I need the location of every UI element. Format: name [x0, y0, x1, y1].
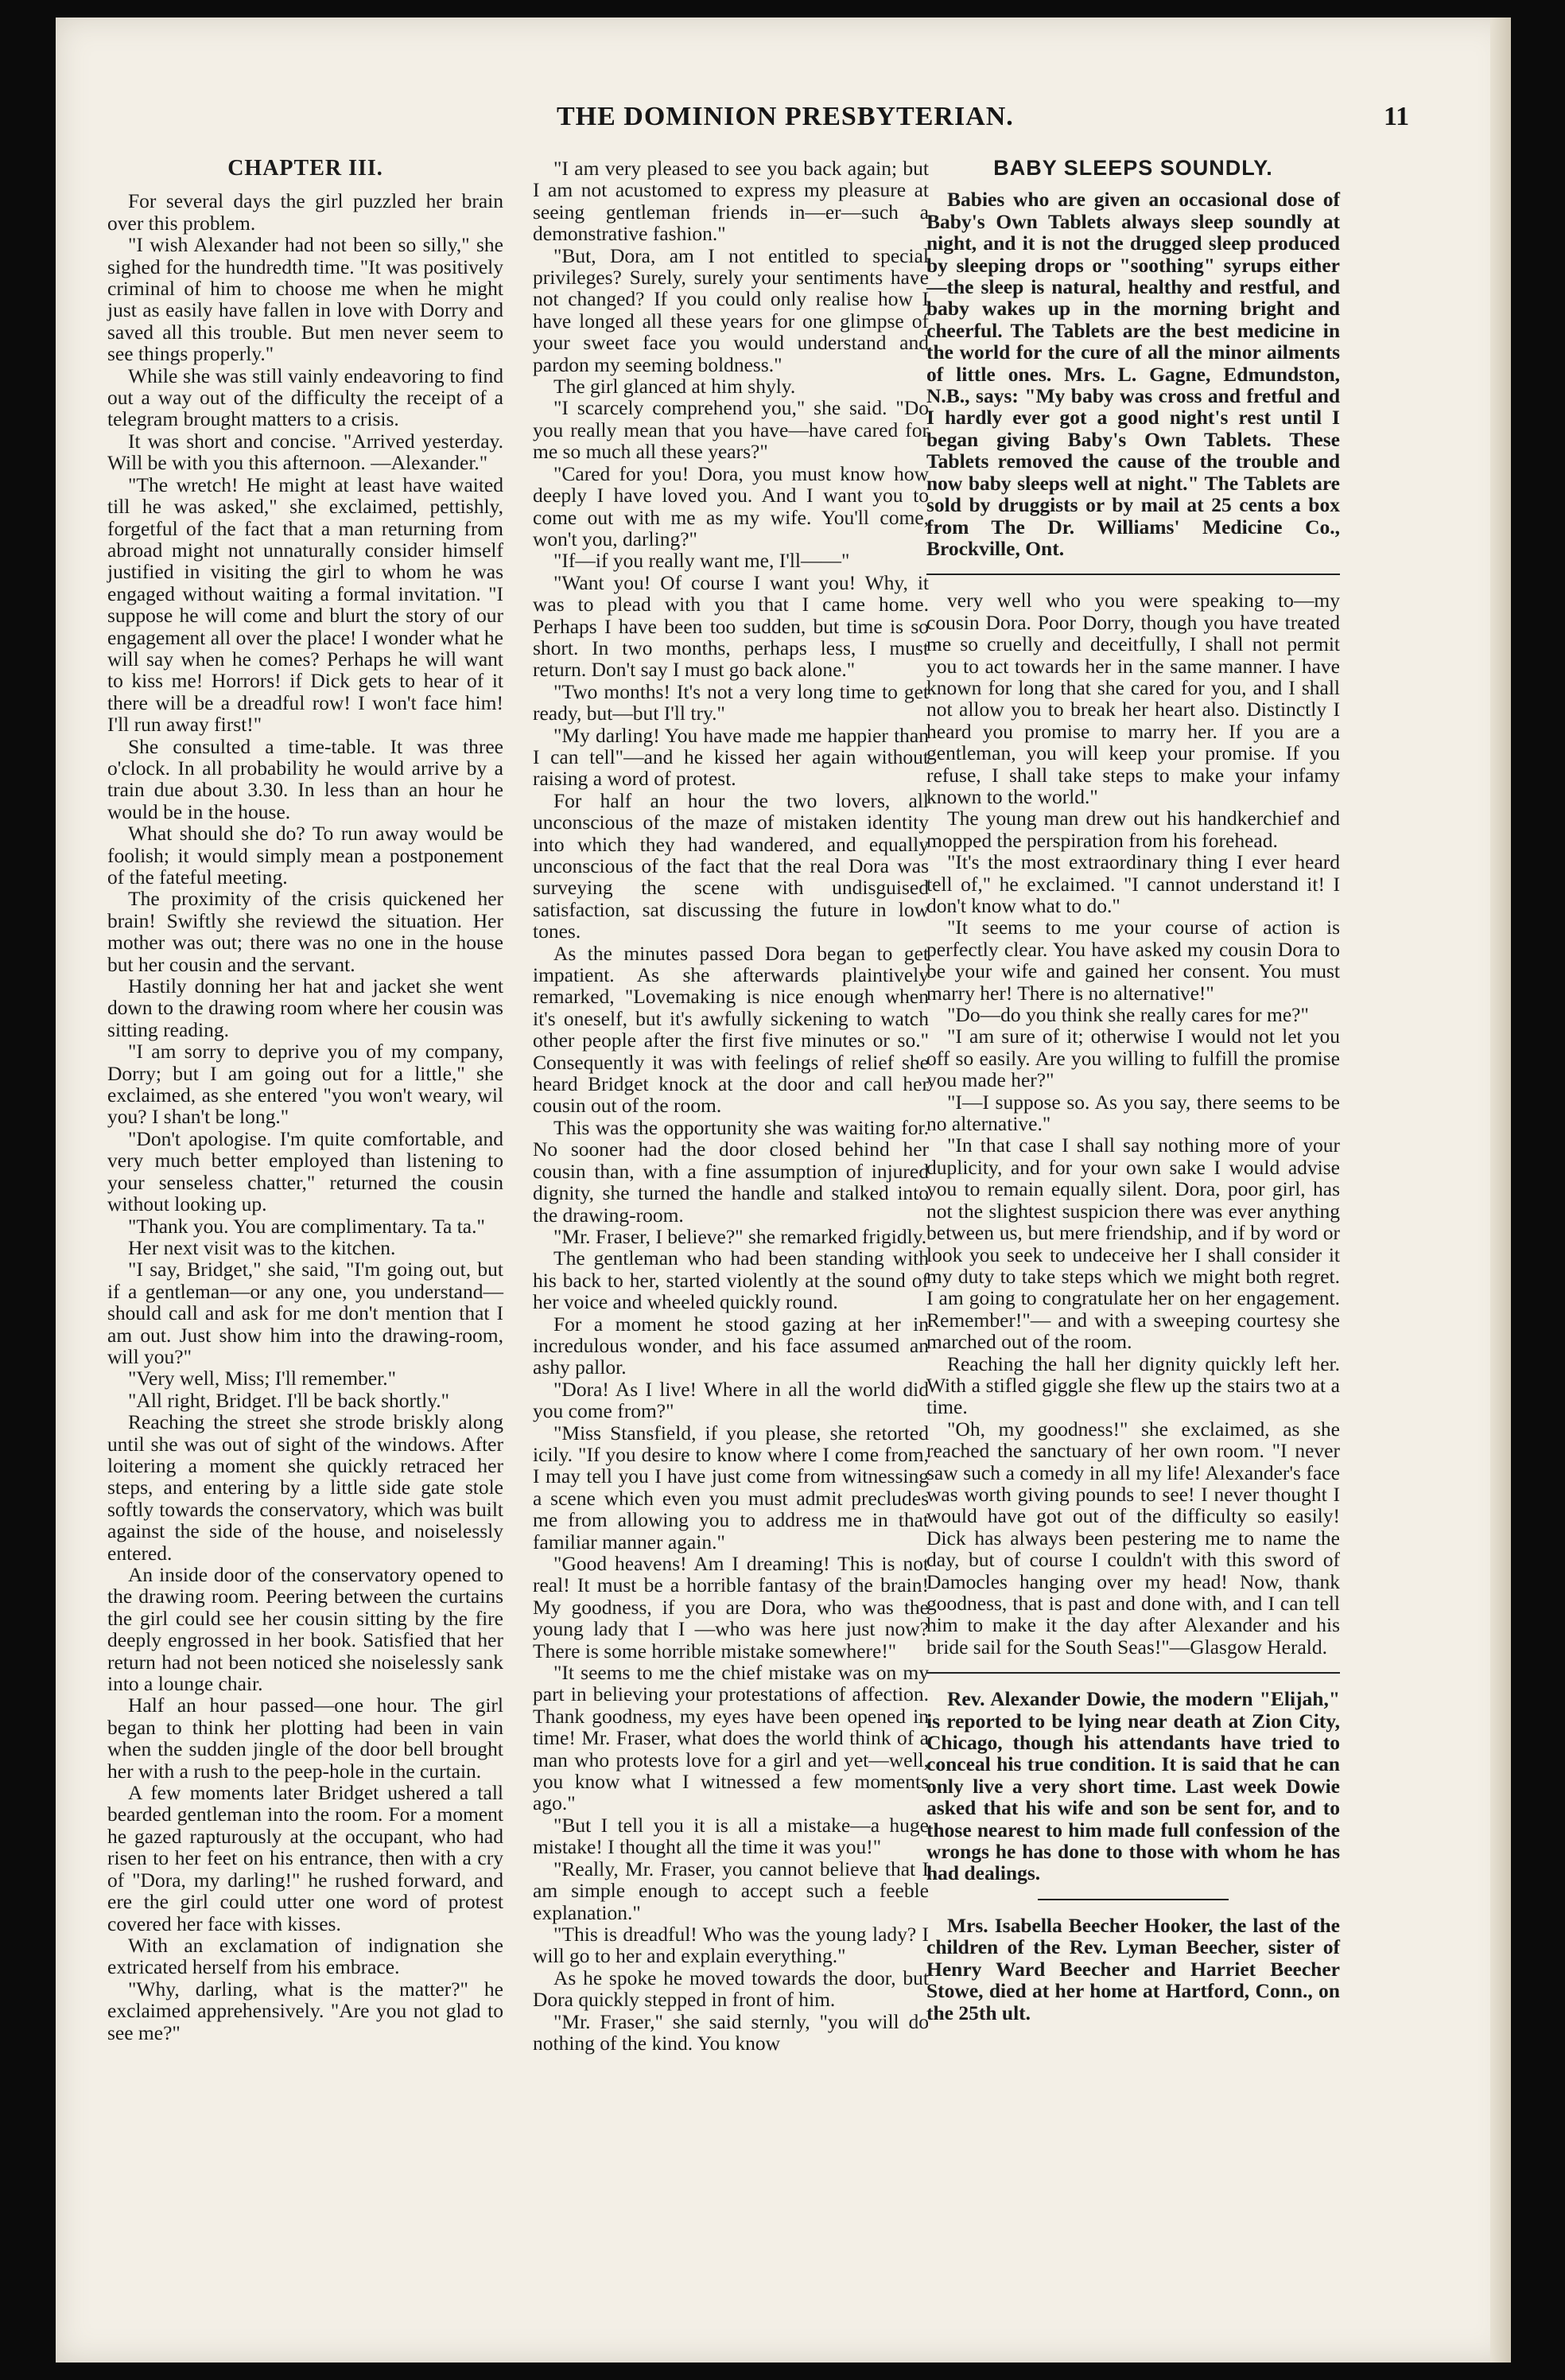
paragraph: "In that case I shall say nothing more of your duplicity, and for your own sake I would advise you to remain equally silent. Dora, poor girl, has not the slightest suspicion there was ever anything between us, but mere friendship, and if by word or look you seek to undeceive her I shall consider it my duty to take steps which we might both regret. I am going to congratulate her on her engagement. Remember!"— and with a sweeping courtesy she marched out of the room.: [926, 1134, 1340, 1354]
paragraph: Rev. Alexander Dowie, the modern "Elijah," is reported to be lying near death at Zion City, Chicago, though his attendants have tried to conceal his true condition. It is said that he can only live a very short time. Last week Dowie asked that his wife and son be sent for, and to those nearest to him made full confession of the wrongs he has done to those with whom he has had dealings.: [926, 1687, 1340, 1885]
paragraph: "I—I suppose so. As you say, there seems to be no alternative.": [926, 1090, 1340, 1136]
paragraph: Reaching the street she strode briskly along until she was out of sight of the windows. After loitering a moment she quickly retraced her steps, and entering by a little side gate stole softly towards the conservatory, which was built against the side of the house, and noiselessly entered.: [107, 1410, 503, 1565]
paragraph: "If—if you really want me, I'll——": [553, 549, 850, 573]
chapter-title: CHAPTER III.: [227, 156, 383, 181]
paragraph: The young man drew out his handkerchief and mopped the perspiration from his forehead.: [926, 807, 1340, 852]
paragraph: "The wretch! He might at least have waited till he was asked," she exclaimed, pettishly, forgetful of the fact that a man returning from abroad might not unnaturally consider himself justified in visiting the girl to whom he was engaged without waiting a formal invitation. "I suppose he will come and blurt the story of our engagement all over the place! I wonder what he will say when he comes? Perhaps he will want to kiss me! Horrors! if Dick gets to hear of it there will be a dreadful row! I won't face him! I'll run away first!": [107, 472, 503, 737]
paragraph: This was the opportunity she was waiting for. No sooner had the door closed behind her cousin than, with a fine assumption of injured dignity, she turned the handle and stalked into the drawing-room.: [533, 1115, 929, 1227]
paragraph: For half an hour the two lovers, all unconscious of the maze of mistaken identity into which they had wandered, and equally unconscious of the fact that the real Dora was surveying the scene with undisguised satisfaction, sat discussing the future in low tones.: [533, 788, 929, 943]
paragraph: The gentleman who had been standing with his back to her, started violently at the sound of her voice and wheeled quickly round.: [533, 1246, 929, 1314]
paragraph: "All right, Bridget. I'll be back shortly.": [128, 1388, 450, 1412]
paragraph: "Good heavens! Am I dreaming! This is not real! It must be a horrible fantasy of the brain! My goodness, if you are Dora, who was the young lady that I —who was here just now? There is some horrible mistake somewhere!": [533, 1552, 929, 1662]
paragraph: "But, Dora, am I not entitled to special privileges? Surely, surely your sentiments have not changed? If you could only realise how I have longed all these years for one glimpse of your sweet face you would understand and pardon my seeming boldness.": [533, 243, 929, 376]
paragraph: "Do—do you think she really cares for me?": [947, 1003, 1309, 1027]
baby-tablets-advert: [926, 158, 1340, 559]
divider: [1038, 1899, 1228, 1900]
paragraph: "Oh, my goodness!" she exclaimed, as she reached the sanctuary of her own room. "I never saw such a comedy in all my life! Alexander's face was worth giving pounds to see! I never thought I would have got out of the difficulty so easily! Dick has always been pestering me to name the day, but of course I couldn't with this sword of Damocles hanging over my head! Now, thank goodness, that is past and done with, and I can tell him to make it the day after Alexander and his bride sail for the South Seas!"—Glasgow Herald.: [926, 1417, 1340, 1659]
paragraph: Half an hour passed—one hour. The girl began to think her plotting had been in vain when the sudden jingle of the door bell brought her with a rush to the peep-hole in the curtain.: [107, 1694, 503, 1783]
paragraph: While she was still vainly endeavoring to find out a way out of the difficulty the receipt of a telegram brought matters to a crisis.: [107, 364, 503, 431]
paragraph: For a moment he stood gazing at her in incredulous wonder, and his face assumed an ashy pallor.: [533, 1312, 929, 1379]
paragraph: "It's the most extraordinary thing I ever heard tell of," he exclaimed. "I cannot understand it! I don't know what to do.": [926, 850, 1340, 917]
paragraph: "Two months! It's not a very long time to get ready, but—but I'll try.": [533, 679, 929, 725]
paragraph: A few moments later Bridget ushered a tall bearded gentleman into the room. For a moment he gazed rapturously at the occupant, who had risen to her feet on his entrance, then with a cry of "Dora, my darling!" he rushed forward, and ere the girl could utter one word of protest covered her face with kisses.: [107, 1781, 503, 1935]
paragraph: "I wish Alexander had not been so silly," she sighed for the hundredth time. "It was positively criminal of him to choose me when he might just as easily have fallen in love with Dorry and saved all this trouble. But men never seem to see things properly.": [107, 233, 503, 366]
paragraph: "Cared for you! Dora, you must know how deeply I have loved you. And I want you to come out with me as my wife. You'll come, won't you, darling?": [533, 461, 929, 550]
paragraph: Mrs. Isabella Beecher Hooker, the last of the children of the Rev. Lyman Beecher, sister of Henry Ward Beecher and Harriet Beecher Stowe, died at her home at Hartford, Conn., on the 25th ult.: [926, 1913, 1340, 2024]
page-edge-shadow: [1490, 18, 1511, 2362]
paragraph: "It seems to me the chief mistake was on my part in believing your protestations of affection. Thank goodness, my eyes have been opened in time! Mr. Fraser, what does the world think of a man who protests love for a girl and yet—well, you know what I witnessed a few moments ago.": [533, 1661, 929, 1815]
divider: [926, 1672, 1340, 1674]
paragraph: It was short and concise. "Arrived yesterday. Will be with you this afternoon. —Alexander.": [107, 429, 503, 475]
paragraph: "Thank you. You are complimentary. Ta ta.": [128, 1214, 485, 1238]
paragraph: "My darling! You have made me happier than I can tell"—and he kissed her again without raising a word of protest.: [533, 723, 929, 791]
paragraph: "Miss Stansfield, if you please, she retorted icily. "If you desire to know where I come from, I may tell you I have just come from witnessing a scene which even you must admit precludes me from allowing you to address me in that familiar manner again.": [533, 1421, 929, 1554]
paragraph: As the minutes passed Dora began to get impatient. As she afterwards plaintively remarked, "Lovemaking is nice enough when it's oneself, but it's awfully sickening to watch other people after the first five minutes or so." Consequently it was with feelings of relief she heard Bridget knock at the door and call her cousin out of the room.: [533, 941, 929, 1118]
paragraph: very well who you were speaking to—my cousin Dora. Poor Dorry, though you have treated me so cruelly and deceitfully, I shall not permit you to act towards her in the same manner. I have known for long that she cared for you, and I shall not allow you to break her heart also. Distinctly I heard you promise to marry her. If you are a gentleman, you will keep your promise. If you refuse, I shall take steps to make your infamy known to the world.": [926, 589, 1340, 808]
page-number: 11: [1384, 102, 1410, 131]
divider: [926, 574, 1340, 575]
paragraph: "I am sure of it; otherwise I would not let you off so easily. Are you willing to fulfill the promise you made her?": [926, 1025, 1340, 1092]
paragraph: "This is dreadful! Who was the young lady? I will go to her and explain everything.": [533, 1922, 929, 1968]
column-3: [926, 158, 1340, 2024]
paragraph: Hastily donning her hat and jacket she went down to the drawing room where her cousin was sitting reading.: [107, 974, 503, 1041]
masthead: THE DOMINION PRESBYTERIAN.: [557, 102, 1014, 131]
paragraph: The girl glanced at him shyly.: [553, 375, 796, 399]
paragraph: For several days the girl puzzled her brain over this problem.: [107, 189, 503, 235]
paragraph: "Very well, Miss; I'll remember.": [128, 1367, 397, 1390]
paragraph: "Mr. Fraser, I believe?" she remarked frigidly.: [553, 1224, 927, 1248]
paragraph: "It seems to me your course of action is perfectly clear. You have asked my cousin Dora to be your wife and gained her consent. You must marry her! There is no alternative!": [926, 916, 1340, 1005]
paragraph: What should she do? To run away would be foolish; it would simply mean a postponement of the fateful meeting.: [107, 822, 503, 889]
advert-heading: BABY SLEEPS SOUNDLY.: [993, 156, 1273, 180]
paragraph: Reaching the hall her dignity quickly left her. With a stifled giggle she flew up the stairs two at a time.: [926, 1351, 1340, 1419]
paragraph: "Dora! As I live! Where in all the world did you come from?": [533, 1377, 929, 1423]
news-note-hooker: [926, 1915, 1340, 2024]
paragraph: She consulted a time-table. It was three o'clock. In all probability he would arrive by a train due about 3.30. In less than an hour he would be in the house.: [107, 734, 503, 823]
paragraph: Her next visit was to the kitchen.: [128, 1235, 396, 1259]
column-2: [533, 158, 929, 2054]
paragraph: "Want you! Of course I want you! Why, it was to plead with you that I came home. Perhaps I have been too sudden, but time is so short. In two months, perhaps less, I must return. Don't say I must go back alone.": [533, 570, 929, 682]
paragraph: The proximity of the crisis quickened her brain! Swiftly she reviewd the situation. Her mother was out; there was no one in the house but her cousin and the servant.: [107, 887, 503, 976]
paragraph: "Why, darling, what is the matter?" he exclaimed apprehensively. "Are you not glad to see me?": [107, 1977, 503, 2044]
paragraph: "Really, Mr. Fraser, you cannot believe that I am simple enough to accept such a feeble explanation.": [533, 1857, 929, 1924]
paragraph: An inside door of the conservatory opened to the drawing room. Peering between the curtains the girl could see her cousin sitting by the fire deeply engrossed in her book. Satisfied that her return had not been noticed she noiselessly sank into a lounge chair.: [107, 1563, 503, 1696]
column-1: [107, 158, 503, 2044]
paragraph: With an exclamation of indignation she extricated herself from his embrace.: [107, 1933, 503, 1979]
paragraph: "I scarcely comprehend you," she said. "Do you really mean that you have—have cared for me so much all these years?": [533, 396, 929, 464]
paragraph: "Mr. Fraser," she said sternly, "you will do nothing of the kind. You know: [533, 2009, 929, 2055]
paragraph: "I am very pleased to see you back again; but I am not acustomed to express my pleasure at seeing gentleman friends in—er—such a demonstrative fashion.": [533, 157, 929, 246]
advert-body: Babies who are given an occasional dose of Baby's Own Tablets always sleep soundly at night, and it is not the drugged sleep produced by sleeping drops or "soothing" syrups either—the sleep is natural, healthy and restful, and baby wakes up in the morning bright and cheerful. The Tablets are the best medicine in the world for the cure of all the minor ailments of little ones. Mrs. L. Gagne, Edmundston, N.B., says: "My baby was cross and fretful and I hardly ever got a good night's rest until I began giving Baby's Own Tablets. These Tablets removed the cause of the trouble and now baby sleeps well at night." The Tablets are sold by druggists or by mail at 25 cents a box from The Dr. Williams' Medicine Co., Brockville, Ont.: [926, 188, 1340, 560]
paragraph: As he spoke he moved towards the door, but Dora quickly stepped in front of him.: [533, 1966, 929, 2012]
paragraph: "I am sorry to deprive you of my company, Dorry; but I am going out for a little," she exclaimed, as she entered "you won't weary, wil you? I shan't be long.": [107, 1040, 503, 1129]
paragraph: "Don't apologise. I'm quite comfortable, and very much better employed than listening to your senseless chatter," returned the cousin without looking up.: [107, 1126, 503, 1216]
paragraph: "I say, Bridget," she said, "I'm going out, but if a gentleman—or any one, you understand—should call and ask for me don't mention that I am out. Just show him into the drawing-room, will you?": [107, 1258, 503, 1368]
news-note-dowie: [926, 1688, 1340, 1884]
paragraph: "But I tell you it is all a mistake—a huge mistake! I thought all the time it was you!": [533, 1813, 929, 1859]
